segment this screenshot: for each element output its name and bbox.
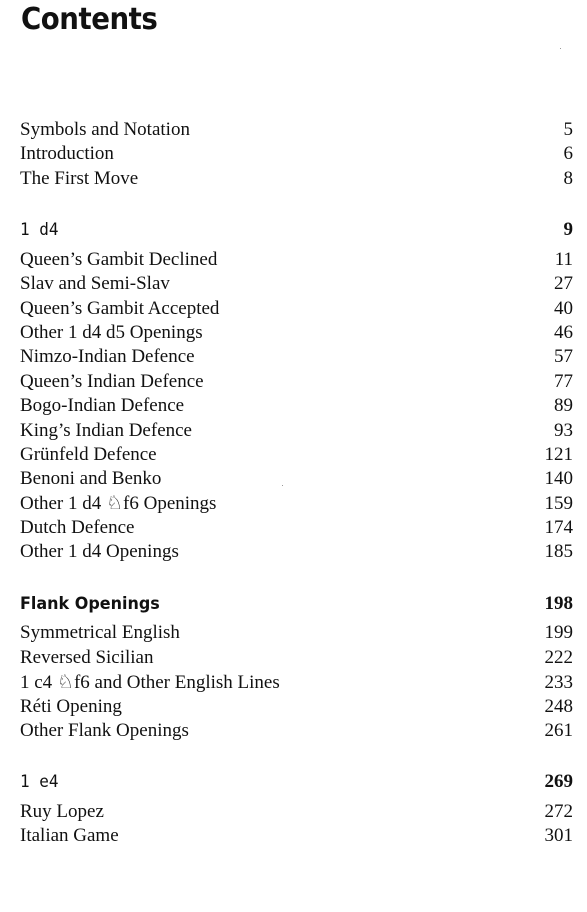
toc-entry[interactable] <box>20 119 573 143</box>
entry-page: 159 <box>544 493 573 514</box>
section-title: 1 d4 <box>20 220 59 240</box>
toc-entry[interactable] <box>20 647 573 671</box>
entry-title: King’s Indian Defence <box>20 420 192 441</box>
toc-entry[interactable] <box>20 444 573 468</box>
entry-title: Grünfeld Defence <box>20 444 157 465</box>
entry-page: 8 <box>563 168 573 189</box>
toc-entry[interactable] <box>20 249 573 273</box>
entry-title: Symmetrical English <box>20 622 180 643</box>
speck-mark <box>560 48 561 49</box>
toc-entry[interactable] <box>20 143 573 167</box>
entry-page: 248 <box>544 696 573 717</box>
toc-entry[interactable] <box>20 298 573 322</box>
toc-entry[interactable] <box>20 346 573 370</box>
entry-page: 140 <box>544 468 573 489</box>
entry-page: 93 <box>554 420 573 441</box>
entry-title: Queen’s Gambit Declined <box>20 249 218 270</box>
entry-page: 199 <box>544 622 573 643</box>
section-page: 269 <box>544 771 573 792</box>
entry-page: 27 <box>554 273 573 294</box>
entry-title: Other 1 d4 ♘f6 Openings <box>20 493 217 514</box>
entry-title: Introduction <box>20 143 114 164</box>
entry-title: Bogo-Indian Defence <box>20 395 185 416</box>
toc-entry[interactable] <box>20 671 573 695</box>
entry-page: 46 <box>554 322 573 343</box>
toc-entry[interactable] <box>20 517 573 541</box>
page-title: Contents <box>21 2 158 37</box>
toc-section-heading[interactable] <box>20 219 573 243</box>
entry-page: 222 <box>544 647 573 668</box>
entry-title: Réti Opening <box>20 696 122 717</box>
toc-entry[interactable] <box>20 720 573 744</box>
entry-title: Other Flank Openings <box>20 720 189 741</box>
toc-entry[interactable] <box>20 622 573 646</box>
entry-page: 77 <box>554 371 573 392</box>
entry-title: Nimzo-Indian Defence <box>20 346 195 367</box>
toc-entry[interactable] <box>20 395 573 419</box>
toc-entry[interactable] <box>20 322 573 346</box>
entry-page: 233 <box>544 672 573 693</box>
entry-title: Ruy Lopez <box>20 801 104 822</box>
entry-title: Dutch Defence <box>20 517 135 538</box>
toc-entry[interactable] <box>20 492 573 516</box>
entry-title: Symbols and Notation <box>20 119 190 140</box>
entry-title: Other 1 d4 Openings <box>20 541 179 562</box>
entry-page: 11 <box>554 249 573 270</box>
entry-page: 261 <box>544 720 573 741</box>
entry-title: Queen’s Gambit Accepted <box>20 298 220 319</box>
entry-page: 121 <box>544 444 573 465</box>
entry-page: 89 <box>554 395 573 416</box>
entry-page: 40 <box>554 298 573 319</box>
entry-page: 185 <box>544 541 573 562</box>
entry-title: Other 1 d4 d5 Openings <box>20 322 203 343</box>
section-page: 9 <box>563 219 573 240</box>
section-title: 1 e4 <box>20 772 59 792</box>
entry-title: The First Move <box>20 168 139 189</box>
toc-entry[interactable] <box>20 168 573 192</box>
toc-entry[interactable] <box>20 273 573 297</box>
toc-entry[interactable] <box>20 801 573 825</box>
toc-entry[interactable] <box>20 468 573 492</box>
entry-title: Queen’s Indian Defence <box>20 371 204 392</box>
entry-title: Reversed Sicilian <box>20 647 154 668</box>
entry-page: 57 <box>554 346 573 367</box>
entry-page: 301 <box>544 825 573 846</box>
section-page: 198 <box>544 593 573 614</box>
toc-entry[interactable] <box>20 825 573 849</box>
entry-title: Benoni and Benko <box>20 468 162 489</box>
toc-entry[interactable] <box>20 541 573 565</box>
entry-title: Slav and Semi-Slav <box>20 273 170 294</box>
entry-title: 1 c4 ♘f6 and Other English Lines <box>20 672 280 693</box>
toc-entry[interactable] <box>20 420 573 444</box>
entry-page: 5 <box>563 119 573 140</box>
toc-section-heading[interactable] <box>20 771 573 795</box>
entry-page: 174 <box>544 517 573 538</box>
toc-entry[interactable] <box>20 371 573 395</box>
section-title: Flank Openings <box>20 594 160 614</box>
toc-section-heading[interactable] <box>20 593 573 617</box>
entry-page: 272 <box>544 801 573 822</box>
entry-title: Italian Game <box>20 825 119 846</box>
toc-entry[interactable] <box>20 696 573 720</box>
entry-page: 6 <box>563 143 573 164</box>
